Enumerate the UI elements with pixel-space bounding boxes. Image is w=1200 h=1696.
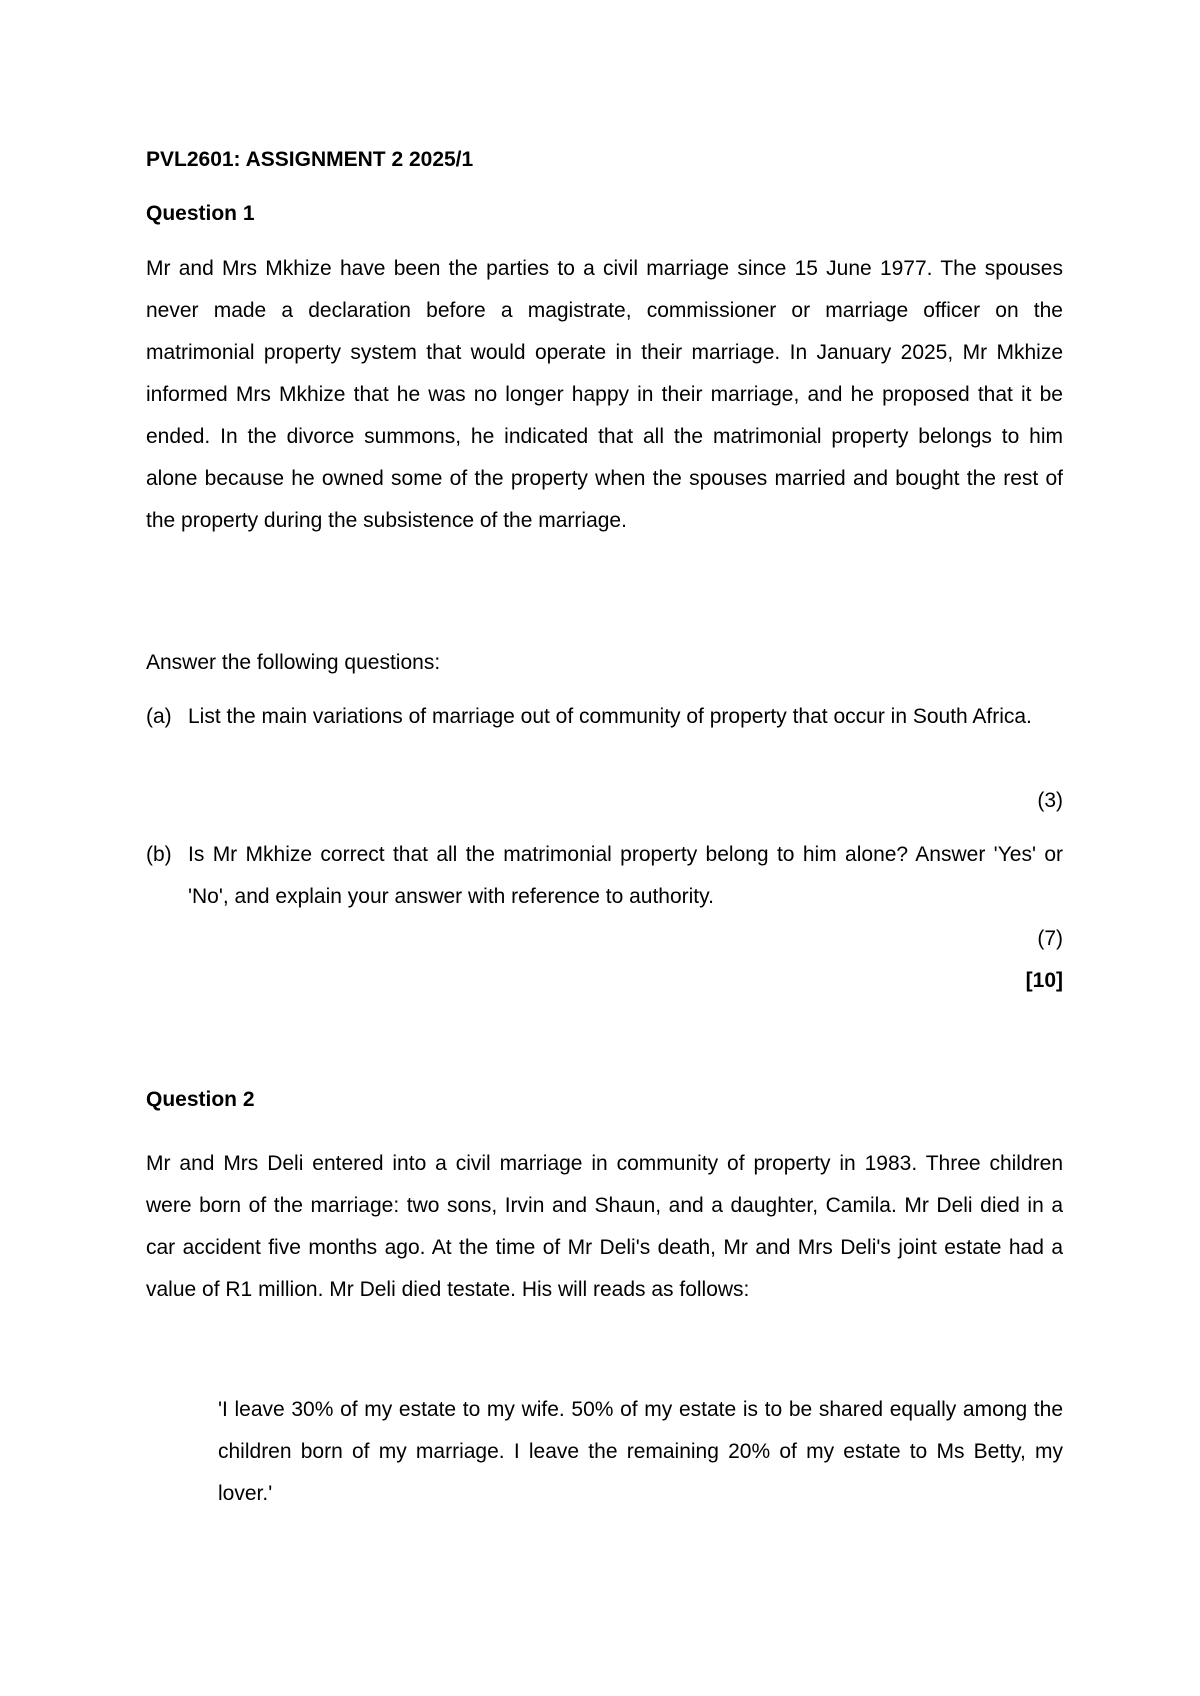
document-title: PVL2601: ASSIGNMENT 2 2025/1 — [146, 148, 474, 171]
question-1-part-b — [146, 834, 1063, 918]
part-a-label: (a) — [146, 705, 172, 728]
part-b-label: (b) — [146, 843, 172, 866]
part-a-text: List the main variations of marriage out of community of property that occur in South Africa. — [188, 705, 1032, 728]
question-1-total-marks: [10] — [1025, 969, 1063, 992]
part-b-marks: (7) — [1037, 927, 1063, 950]
question-1-heading: Question 1 — [146, 202, 255, 225]
question-2-scenario: Mr and Mrs Deli entered into a civil marriage in community of property in 1983. Three children were born of the marriage: two sons, Irvin and Shaun, and a daughter, Camila. Mr Deli died in a car accident five months ago. At the time of Mr Deli's death, Mr and Mrs Deli's joint estate had a value of R1 million. Mr Deli died testate. His will reads as follows: — [146, 1152, 1063, 1301]
question-1-part-a — [146, 696, 1063, 738]
part-a-marks: (3) — [1037, 789, 1063, 812]
question-1-scenario: Mr and Mrs Mkhize have been the parties to a civil marriage since 15 June 1977. The spouses never made a declaration before a magistrate, commissioner or marriage officer on the matrimonial property system that would operate in their marriage. In January 2025, Mr Mkhize informed Mrs Mkhize that he was no longer happy in their marriage, and he proposed that it be ended. In the divorce summons, he indicated that all the matrimonial property belongs to him alone because he owned some of the property when the spouses married and bought the rest of the property during the subsistence of the marriage. — [146, 257, 1063, 532]
question-2-heading: Question 2 — [146, 1088, 255, 1111]
question-1-instruction: Answer the following questions: — [146, 651, 441, 674]
part-b-text: Is Mr Mkhize correct that all the matrimonial property belong to him alone? Answer 'Yes' or 'No', and explain your answer with reference to authority. — [188, 843, 1063, 908]
will-quote: 'I leave 30% of my estate to my wife. 50% of my estate is to be shared equally among the children born of my marriage. I leave the remaining 20% of my estate to Ms Betty, my lover.' — [218, 1398, 1063, 1505]
